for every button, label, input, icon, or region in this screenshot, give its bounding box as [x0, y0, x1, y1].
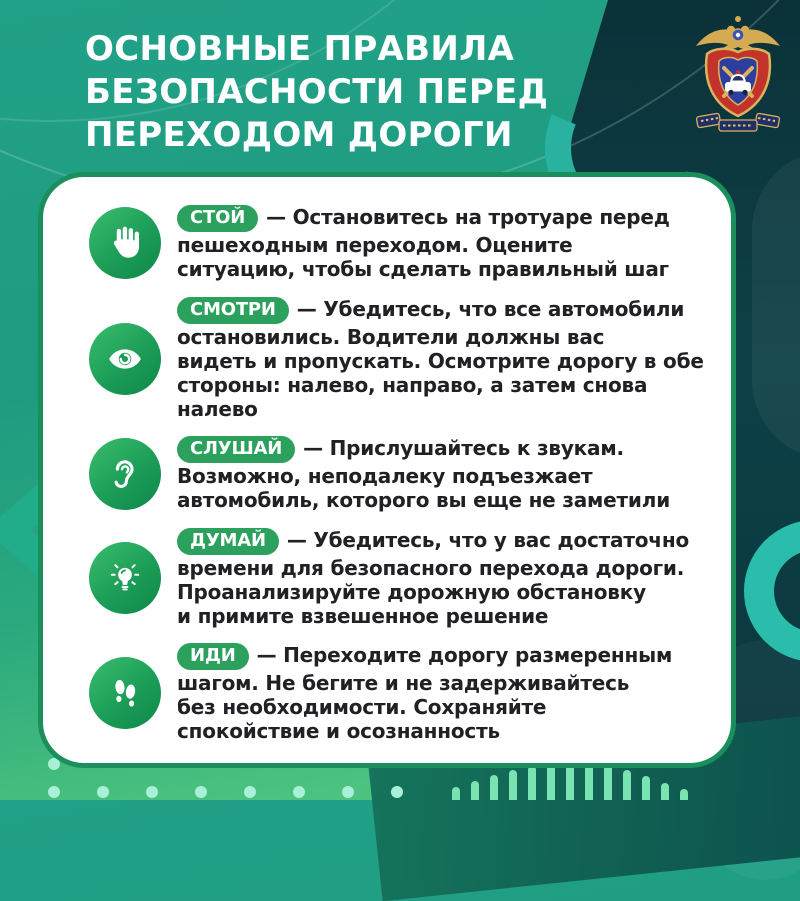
rule-description: — Убедитесь, что все автомобили остановились. Водители должны вас видеть и пропускать. Осмотрите дорогу в обе стороны: налево, направо, а затем снова налево [177, 296, 704, 421]
eye-icon [89, 323, 161, 395]
rule-row-look [89, 297, 707, 421]
ear-icon [89, 438, 161, 510]
lightbulb-icon [89, 542, 161, 614]
rule-row-go [89, 643, 707, 743]
rules-card [38, 172, 736, 768]
rule-text [177, 297, 707, 421]
title-line: ОСНОВНЫЕ ПРАВИЛА [85, 29, 515, 69]
footsteps-icon [89, 657, 161, 729]
rounded-shape-decoration [752, 150, 800, 460]
rule-row-listen [89, 436, 707, 512]
rule-text [177, 436, 707, 512]
rule-row-stop [89, 205, 707, 281]
keyword-badge: ИДИ [177, 643, 249, 670]
rule-text [177, 205, 707, 281]
rule-description: — Остановитесь на тротуаре перед пешеходным переходом. Оцените ситуацию, чтобы сделать правильный шаг [177, 205, 670, 281]
rule-description: — Убедитесь, что у вас достаточно времени для безопасного перехода дороги. Проанализируйте дорожную обстановку и примите взвешенное решение [177, 527, 689, 628]
title-line: ПЕРЕХОДОМ ДОРОГИ [85, 115, 513, 155]
rule-description: — Прислушайтесь к звукам. Возможно, неподалеку подъезжает автомобиль, которого вы еще не заметили [177, 436, 671, 512]
rule-text [177, 528, 707, 628]
keyword-badge: СТОЙ [177, 205, 258, 232]
keyword-badge: СМОТРИ [177, 297, 289, 324]
keyword-badge: ДУМАЙ [177, 528, 279, 555]
rule-text [177, 643, 707, 743]
mvd-traffic-police-emblem-icon [690, 12, 786, 142]
rule-row-think [89, 528, 707, 628]
keyword-badge: СЛУШАЙ [177, 436, 295, 463]
rule-description: — Переходите дорогу размеренным шагом. Не бегите и не задерживайтесь без необходимости. Сохраняйте спокойствие и осознанность [177, 643, 673, 743]
poster-title [85, 28, 548, 157]
hand-stop-icon [89, 207, 161, 279]
title-line: БЕЗОПАСНОСТИ ПЕРЕД [85, 72, 549, 112]
